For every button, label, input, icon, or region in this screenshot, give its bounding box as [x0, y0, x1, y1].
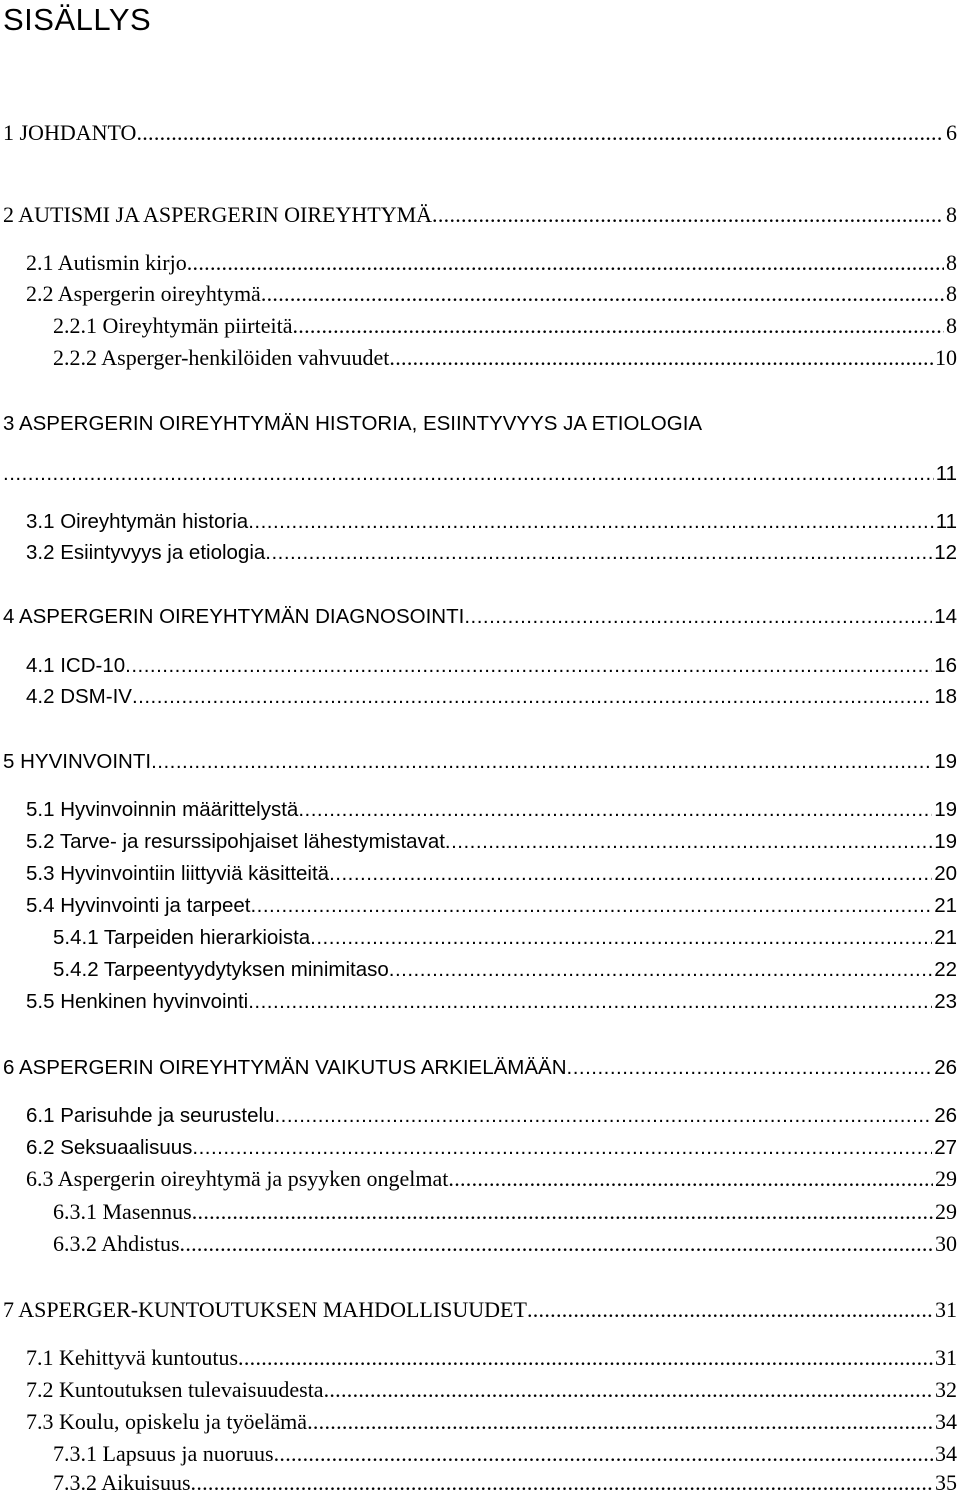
- toc-leader-dots: [567, 1053, 933, 1083]
- toc-entry: [0, 311, 960, 341]
- toc-entry-page: 6: [946, 120, 957, 145]
- toc-entry: [0, 1229, 960, 1259]
- toc-entry: [0, 248, 960, 278]
- toc-entry-page: 21: [934, 894, 957, 917]
- toc-entry-label: 7.3.2 Aikuisuus: [53, 1470, 191, 1495]
- toc-entry: [0, 651, 960, 681]
- toc-entry-label: 7.1 Kehittyvä kuntoutus: [26, 1345, 239, 1370]
- toc-entry: [0, 859, 960, 889]
- toc-entry-page: 35: [935, 1470, 957, 1495]
- toc-entry-page: 27: [934, 1136, 957, 1159]
- toc-entry-page: 14: [934, 605, 957, 628]
- toc-entry-label: 7 ASPERGER-KUNTOUTUKSEN MAHDOLLISUUDET: [3, 1297, 527, 1322]
- toc-entry-label: 2.2 Aspergerin oireyhtymä: [26, 281, 261, 306]
- toc-entry-page: 22: [934, 958, 957, 981]
- toc-entry: [0, 923, 960, 953]
- toc-entry-page: 19: [934, 830, 957, 853]
- toc-entry-label: 6 ASPERGERIN OIREYHTYMÄN VAIKUTUS ARKIELÄMÄÄN: [3, 1056, 567, 1079]
- toc-entry: [0, 602, 960, 632]
- toc-leader-dots: [192, 1133, 932, 1163]
- toc-entry-page: 19: [934, 750, 957, 773]
- toc-entry: [0, 795, 960, 825]
- toc-entry: [0, 1164, 960, 1194]
- toc-entry: [0, 343, 960, 373]
- toc-entry-label: 5.3 Hyvinvointiin liittyviä käsitteitä: [26, 862, 330, 885]
- toc-entry: [0, 1133, 960, 1163]
- toc-entry-page: 34: [935, 1441, 957, 1466]
- toc-entry-page: 8: [946, 281, 957, 306]
- toc-leader-dots: [261, 279, 944, 309]
- toc-leader-dots: [187, 248, 944, 278]
- toc-entry-label: 1 JOHDANTO: [3, 120, 137, 145]
- toc-leader-dots: [432, 200, 944, 230]
- toc-leader-dots: [293, 311, 945, 341]
- toc-entry-label: 7.2 Kuntoutuksen tulevaisuudesta: [26, 1377, 324, 1402]
- toc-entry: [0, 1343, 960, 1373]
- toc-entry-label: 6.3.2 Ahdistus: [53, 1231, 180, 1256]
- toc-entry: [0, 891, 960, 921]
- toc-entry-page: 8: [946, 313, 957, 338]
- toc-entry-page: 23: [934, 990, 957, 1013]
- toc-entry-page: 31: [935, 1345, 957, 1370]
- toc-leader-dots: [464, 602, 932, 632]
- toc-leader-dots: [180, 1229, 933, 1259]
- toc-entry-label: 4 ASPERGERIN OIREYHTYMÄN DIAGNOSOINTI: [3, 605, 465, 628]
- toc-entry-label: 5.1 Hyvinvoinnin määrittelystä: [26, 798, 299, 821]
- toc-leader-dots: [248, 507, 934, 537]
- toc-entry-page: 10: [935, 345, 957, 370]
- toc-entry: [0, 1468, 960, 1498]
- toc-leader-dots: [125, 651, 932, 681]
- toc-entry-label: 4.2 DSM-IV: [26, 685, 132, 708]
- toc-entry: [0, 1295, 960, 1325]
- toc-entry-label: 6.3 Aspergerin oireyhtymä ja psyyken ongelmat: [26, 1166, 449, 1191]
- toc-entry-page: 16: [934, 654, 957, 677]
- toc-entry-page: 32: [935, 1377, 957, 1402]
- toc-entry: [0, 118, 960, 148]
- toc-entry-label: 6.1 Parisuhde ja seurustelu: [26, 1104, 275, 1127]
- toc-leader-dots: [324, 1375, 933, 1405]
- toc-entry: [0, 1197, 960, 1227]
- toc-leader-dots: [389, 955, 932, 985]
- toc-entry-label: 5.4 Hyvinvointi ja tarpeet: [26, 894, 251, 917]
- toc-entry-label: 2.1 Autismin kirjo: [26, 250, 187, 275]
- toc-leader-dots: [136, 118, 944, 148]
- toc-leader-dots: [265, 538, 932, 568]
- toc-entry-label: 3.2 Esiintyvyys ja etiologia: [26, 541, 266, 564]
- toc-leader-dots: [191, 1468, 933, 1498]
- toc-entry-label: 7.3 Koulu, opiskelu ja työelämä: [26, 1409, 308, 1434]
- toc-entry-label: 5.4.1 Tarpeiden hierarkioista: [53, 926, 311, 949]
- toc-entry-page: 20: [934, 862, 957, 885]
- toc-leader-dots: [329, 859, 932, 889]
- toc-entry: [0, 747, 960, 777]
- toc-entry-label: 5.5 Henkinen hyvinvointi: [26, 990, 249, 1013]
- toc-leader-dots: [527, 1295, 933, 1325]
- toc-entry-page: 26: [934, 1104, 957, 1127]
- toc-entry-page: 29: [935, 1199, 957, 1224]
- toc-entry-page: 30: [935, 1231, 957, 1256]
- toc-entry-label: 2.2.2 Asperger-henkilöiden vahvuudet: [53, 345, 390, 370]
- toc-entry-label: 4.1 ICD-10: [26, 654, 126, 677]
- toc-entry: [0, 682, 960, 712]
- toc-leader-dots: [307, 1407, 933, 1437]
- toc-leader-dots: [238, 1343, 933, 1373]
- toc-leader-dots: [192, 1197, 933, 1227]
- toc-entry: [0, 507, 960, 537]
- toc-leader-dots: [132, 682, 932, 712]
- toc-entry: [0, 200, 960, 230]
- toc-entry-page: 8: [946, 202, 957, 227]
- toc-leader-dots: [274, 1439, 933, 1469]
- toc-entry-label: 2 AUTISMI JA ASPERGERIN OIREYHTYMÄ: [3, 202, 433, 227]
- toc-entry: [0, 827, 960, 857]
- toc-entry-page: 21: [934, 926, 957, 949]
- toc-leader-dots: [274, 1101, 932, 1131]
- toc-leader-dots: [151, 747, 932, 777]
- toc-entry: [0, 1375, 960, 1405]
- toc-entry: [0, 1101, 960, 1131]
- toc-entry-heading-line: [0, 409, 960, 439]
- toc-entry-label: 7.3.1 Lapsuus ja nuoruus: [53, 1441, 274, 1466]
- toc-entry-page: 31: [935, 1297, 957, 1322]
- toc-leader-dots: [248, 987, 932, 1017]
- toc-entry-label: 3 ASPERGERIN OIREYHTYMÄN HISTORIA, ESIINTYVYYS JA ETIOLOGIA: [3, 412, 703, 435]
- toc-entry-page: 29: [935, 1166, 957, 1191]
- toc-entry: [0, 1407, 960, 1437]
- toc-entry-label: 6.2 Seksuaalisuus: [26, 1136, 193, 1159]
- toc-entry-label: 2.2.1 Oireyhtymän piirteitä: [53, 313, 293, 338]
- toc-entry-label: 6.3.1 Masennus: [53, 1199, 192, 1224]
- toc-entry: [0, 1053, 960, 1083]
- toc-entry-page: 8: [946, 250, 957, 275]
- toc-leader-dots: [448, 1164, 933, 1194]
- toc-entry: [0, 1439, 960, 1469]
- toc-entry-page: 19: [934, 798, 957, 821]
- toc-leader-dots: [298, 795, 932, 825]
- toc-leader-dots: [445, 827, 932, 857]
- toc-entry-page: 26: [934, 1056, 957, 1079]
- toc-entry: [0, 459, 960, 489]
- page-title: SISÄLLYS: [3, 2, 152, 37]
- toc-entry-page: 11: [935, 462, 957, 485]
- toc-entry: [0, 987, 960, 1017]
- toc-entry-page: 34: [935, 1409, 957, 1434]
- toc-leader-dots: [3, 459, 934, 489]
- toc-entry-label: 5.2 Tarve- ja resurssipohjaiset lähestymistavat: [26, 830, 445, 853]
- toc-entry: [0, 955, 960, 985]
- toc-entry: [0, 279, 960, 309]
- toc-leader-dots: [389, 343, 933, 373]
- toc-leader-dots: [310, 923, 932, 953]
- toc-entry: [0, 538, 960, 568]
- toc-entry-label: 3.1 Oireyhtymän historia: [26, 510, 249, 533]
- toc-entry-label: 5.4.2 Tarpeentyydytyksen minimitaso: [53, 958, 389, 981]
- toc-entry-page: 18: [934, 685, 957, 708]
- toc-entry-label: 5 HYVINVOINTI: [3, 750, 152, 773]
- toc-entry-page: 11: [935, 510, 957, 533]
- toc-leader-dots: [250, 891, 932, 921]
- toc-entry-page: 12: [934, 541, 957, 564]
